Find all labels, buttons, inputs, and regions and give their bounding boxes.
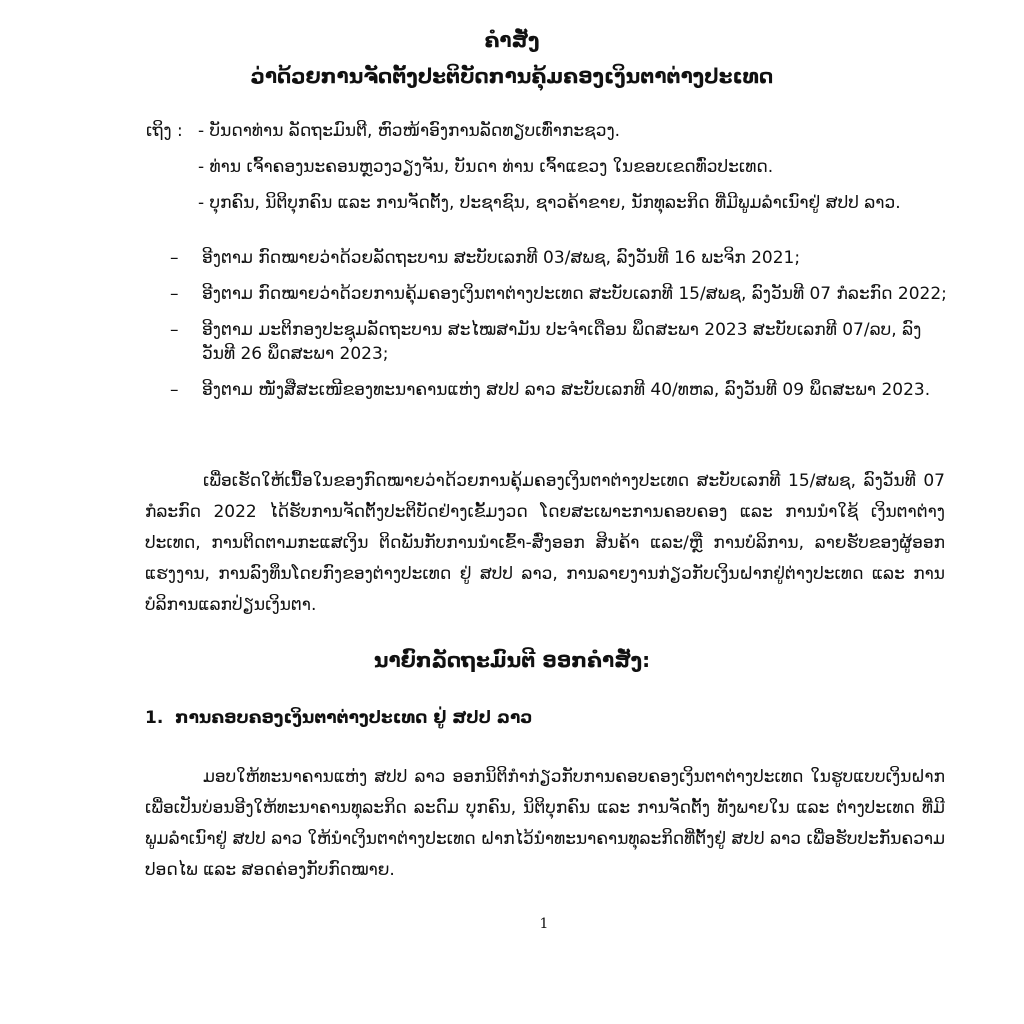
- reference-text: ອີງຕາມ ມະຕິກອງປະຊຸມລັດຖະບານ ສະໄໝສາມັນ ປະຈຳເດືອນ ພຶດສະພາ 2023 ສະບັບເລກທີ 07/ລບ, ລົງວັນທີ 26 ພຶດສະພາ 2023;: [202, 320, 922, 364]
- document-subtitle: ວ່າດ້ວຍການຈັດຕັ້ງປະຕິບັດການຄຸ້ມຄອງເງິນຕາຕ່າງປະເທດ: [250, 64, 774, 88]
- item-heading: [145, 706, 945, 730]
- reference-item: [170, 282, 950, 306]
- addressee-text: - ບຸກຄົນ, ນິຕິບຸກຄົນ ແລະ ການຈັດຕັ້ງ, ປະຊາຊົນ, ຊາວຄ້າຂາຍ, ນັກທຸລະກິດ ທີ່ມີພູມລຳເນົາຢູ່ ສປປ ລາວ.: [198, 193, 901, 213]
- reference-dash: –: [170, 320, 179, 340]
- addressee-line: [146, 156, 966, 192]
- reference-text: ອີງຕາມ ໜັງສືສະເໜີຂອງທະນາຄານແຫ່ງ ສປປ ລາວ ສະບັບເລກທີ 40/ທຫລ, ລົງວັນທີ 09 ພຶດສະພາ 2023.: [202, 380, 931, 400]
- reference-text: ອີງຕາມ ກົດໝາຍວ່າດ້ວຍລັດຖະບານ ສະບັບເລກທີ 03/ສພຊ, ລົງວັນທີ 16 ພະຈິກ 2021;: [202, 248, 801, 268]
- section-title: ນາຍົກລັດຖະມົນຕີ ອອກຄຳສັ່ງ:: [373, 648, 651, 672]
- addressee-text: - ບັນດາທ່ານ ລັດຖະມົນຕີ, ຫົວໜ້າອົງການລັດທຽບເທົ່າກະຊວງ.: [198, 121, 621, 141]
- reference-item: [170, 246, 950, 270]
- addressee-line: [146, 192, 966, 228]
- reference-dash: –: [170, 248, 179, 268]
- document-title: ຄຳສັ່ງ: [484, 28, 540, 52]
- addressee-label: ເຖິງ :: [146, 121, 183, 141]
- item-body-paragraph: ມອບໃຫ້ທະນາຄານແຫ່ງ ສປປ ລາວ ອອກນິຕິກຳກ່ຽວກັບການຄອບຄອງເງິນຕາຕ່າງປະເທດ ໃນຮູບແບບເງິນຝາກ ເພື່ອເປັນບ່ອນອີງໃຫ້ທະນາຄານທຸລະກິດ ລະດົມ ບຸກຄົນ, ນິຕິບຸກຄົນ ແລະ ການຈັດຕັ້ງ ທັງພາຍໃນ ແລະ ຕ່າງປະເທດ ທີ່ມີພູມລຳເນົາຢູ່ ສປປ ລາວ ໃຫ້ນຳເງິນຕາຕ່າງປະເທດ ຝາກໄວ້ນຳທະນາຄານທຸລະກິດທີ່ຕັ້ງຢູ່ ສປປ ລາວ ເພື່ອຮັບປະກັນຄວາມປອດໄພ ແລະ ສອດຄ່ອງກັບກົດໝາຍ.: [145, 767, 945, 880]
- legal-references: [170, 246, 950, 414]
- page-number: 1: [539, 916, 549, 932]
- reference-item: [170, 378, 950, 402]
- addressee-block: [146, 120, 966, 228]
- reference-item: [170, 318, 950, 366]
- item-number: 1.: [145, 708, 164, 728]
- addressee-line: [146, 120, 966, 156]
- intro-paragraph: ເພື່ອເຮັດໃຫ້ເນື້ອໃນຂອງກົດໝາຍວ່າດ້ວຍການຄຸ້ມຄອງເງິນຕາຕ່າງປະເທດ ສະບັບເລກທີ 15/ສພຊ, ລົງວັນທີ 07 ກໍລະກົດ 2022 ໄດ້ຮັບການຈັດຕັ້ງປະຕິບັດຢ່າງເຂັ້ມງວດ ໂດຍສະເພາະການຄອບຄອງ ແລະ ການນຳໃຊ້ ເງິນຕາຕ່າງປະເທດ, ການຕິດຕາມກະແສເງິນ ຕິດພັນກັບການນຳເຂົ້າ-ສົ່ງອອກ ສິນຄ້າ ແລະ/ຫຼື ການບໍລິການ, ລາຍຮັບຂອງຜູ້ອອກແຮງງານ, ການລົງທຶນໂດຍກົງຂອງຕ່າງປະເທດ ຢູ່ ສປປ ລາວ, ການລາຍງານກ່ຽວກັບເງິນຝາກຢູ່ຕ່າງປະເທດ ແລະ ການບໍລິການແລກປ່ຽນເງິນຕາ.: [145, 471, 945, 615]
- reference-text: ອີງຕາມ ກົດໝາຍວ່າດ້ວຍການຄຸ້ມຄອງເງິນຕາຕ່າງປະເທດ ສະບັບເລກທີ 15/ສພຊ, ລົງວັນທີ 07 ກໍລະກົດ 2022;: [202, 284, 947, 304]
- addressee-text: - ທ່ານ ເຈົ້າຄອງນະຄອນຫຼວງວຽງຈັນ, ບັນດາ ທ່ານ ເຈົ້າແຂວງ ໃນຂອບເຂດທົ່ວປະເທດ.: [198, 157, 774, 177]
- reference-dash: –: [170, 380, 179, 400]
- reference-dash: –: [170, 284, 179, 304]
- item-heading-text: ການຄອບຄອງເງິນຕາຕ່າງປະເທດ ຢູ່ ສປປ ລາວ: [175, 708, 533, 728]
